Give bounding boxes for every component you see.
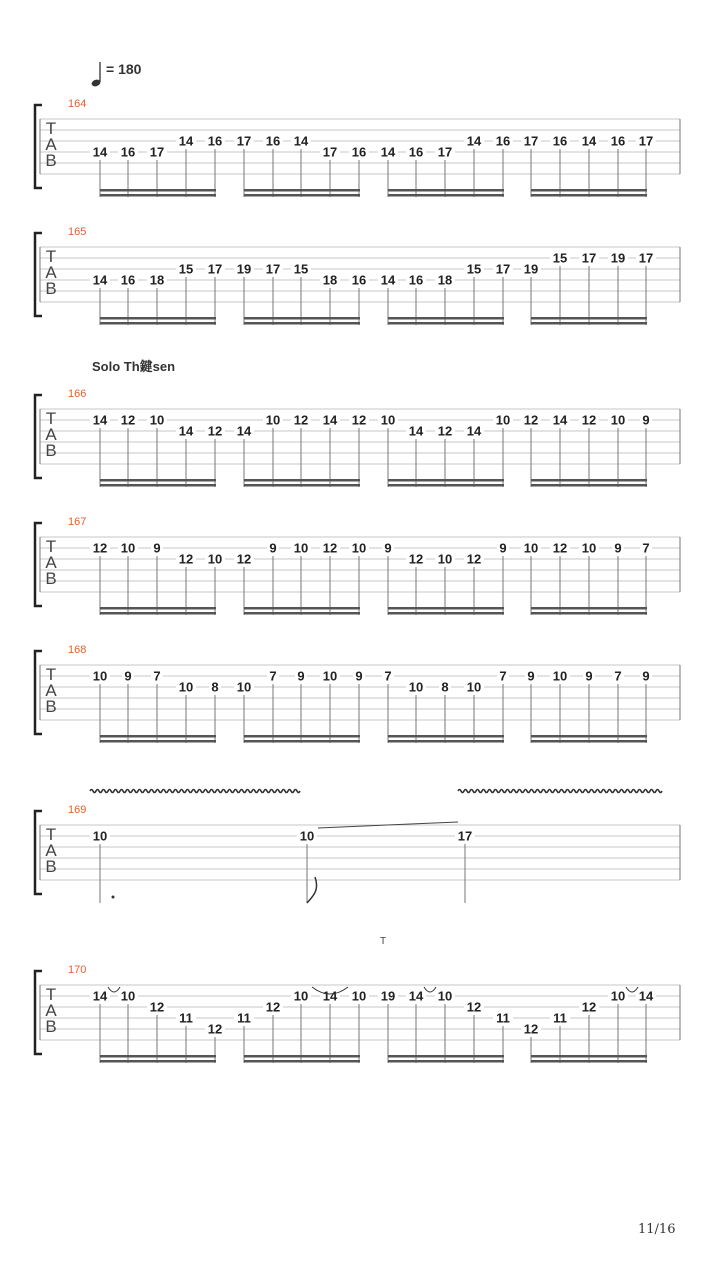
fret-number: 11 [496,1010,510,1026]
beam-primary [388,479,504,482]
fret-number: 8 [211,679,219,695]
fret-number: 7 [499,668,507,684]
beam-primary [244,479,360,482]
beam-secondary [100,484,216,487]
system-bracket [35,105,42,188]
tab-clef-letter: A [45,135,57,154]
tab-clef-letter: T [45,665,57,684]
beam-primary [100,317,216,320]
note-flag [307,877,317,903]
fret-number: 10 [610,412,626,428]
tab-clef-letter: B [45,569,57,588]
beam-primary [100,1055,216,1058]
beam-primary [244,1055,360,1058]
beam-primary [244,607,360,610]
fret-number: 10 [92,828,108,844]
fret-number: 14 [92,412,108,428]
fret-number: 14 [178,133,194,149]
fret-number: 18 [322,272,338,288]
fret-number: 17 [265,261,281,277]
fret-number: 8 [441,679,449,695]
tab-clef-letter: T [45,825,57,844]
fret-number: 10 [322,668,338,684]
fret-number: 14 [322,988,338,1004]
measure-number: 168 [68,644,87,656]
fret-number: 12 [92,540,108,556]
tab-system-165 [35,226,680,325]
fret-number: 10 [437,551,453,567]
fret-number: 14 [293,133,309,149]
vibrato-line [458,790,662,793]
fret-number: 14 [581,133,597,149]
fret-number: 9 [527,668,535,684]
fret-number: 15 [552,250,568,266]
system-bracket [35,233,42,316]
fret-number: 12 [120,412,136,428]
beam-secondary [388,1060,504,1063]
beam-primary [100,607,216,610]
fret-number: 14 [178,423,194,439]
fret-number: 12 [265,999,281,1015]
tap-marker: T [380,936,387,947]
measure-number: 169 [68,804,87,816]
fret-number: 12 [178,551,194,567]
fret-number: 14 [322,412,338,428]
beam-primary [531,189,647,192]
tab-clef-letter: A [45,425,57,444]
system-bracket [35,811,42,894]
fret-number: 12 [293,412,309,428]
fret-number: 11 [179,1010,193,1026]
fret-number: 9 [124,668,132,684]
fret-number: 12 [581,999,597,1015]
fret-number: 12 [523,1021,539,1037]
fret-number: 17 [495,261,511,277]
beam-primary [531,607,647,610]
tab-system-166 [35,388,680,487]
fret-number: 16 [610,133,626,149]
beam-secondary [531,484,647,487]
beam-primary [100,735,216,738]
fret-number: 14 [638,988,654,1004]
tab-clef-letter: B [45,279,57,298]
beam-primary [100,479,216,482]
vibrato-line [90,790,300,793]
fret-number: 12 [236,551,252,567]
beam-primary [388,607,504,610]
fret-number: 17 [638,133,654,149]
fret-number: 12 [149,999,165,1015]
fret-number: 14 [236,423,252,439]
tab-system-168 [35,644,680,743]
system-bracket [35,395,42,478]
beam-secondary [100,322,216,325]
beam-secondary [388,484,504,487]
beam-primary [244,189,360,192]
tab-system-169 [35,804,680,903]
tab-system-164 [35,98,680,197]
fret-number: 12 [552,540,568,556]
fret-number: 14 [408,988,424,1004]
tab-clef-letter: T [45,985,57,1004]
tempo-marking: = 180 [106,61,142,77]
fret-number: 17 [437,144,453,160]
fret-number: 10 [178,679,194,695]
measure-number: 166 [68,388,87,400]
tab-clef-letter: T [45,119,57,138]
fret-number: 9 [384,540,392,556]
fret-number: 17 [207,261,223,277]
fret-number: 14 [466,423,482,439]
beam-secondary [531,612,647,615]
dot-marker [112,896,115,899]
tab-clef-letter: B [45,151,57,170]
fret-number: 10 [236,679,252,695]
tab-clef-letter: A [45,1001,57,1020]
beam-primary [100,189,216,192]
fret-number: 14 [92,144,108,160]
beam-secondary [531,194,647,197]
tab-clef-letter: B [45,697,57,716]
fret-number: 12 [207,1021,223,1037]
fret-number: 16 [552,133,568,149]
fret-number: 9 [355,668,363,684]
fret-number: 12 [466,999,482,1015]
beam-secondary [388,194,504,197]
section-label: Solo Th鍵sen [92,359,176,374]
fret-number: 10 [120,540,136,556]
tab-clef-letter: B [45,441,57,460]
fret-number: 12 [322,540,338,556]
system-bracket [35,651,42,734]
fret-number: 17 [457,828,473,844]
fret-number: 10 [552,668,568,684]
system-bracket [35,523,42,606]
fret-number: 10 [351,540,367,556]
fret-number: 14 [552,412,568,428]
beam-secondary [100,194,216,197]
fret-number: 9 [153,540,161,556]
beam-primary [388,1055,504,1058]
fret-number: 15 [466,261,482,277]
fret-number: 12 [466,551,482,567]
fret-number: 14 [408,423,424,439]
fret-number: 7 [153,668,161,684]
fret-number: 9 [642,668,650,684]
fret-number: 16 [408,144,424,160]
fret-number: 14 [92,272,108,288]
beam-secondary [244,322,360,325]
beam-secondary [388,322,504,325]
page-number: 11/16 [638,1222,676,1237]
fret-number: 9 [614,540,622,556]
beam-secondary [531,740,647,743]
tab-clef-letter: A [45,553,57,572]
fret-number: 17 [236,133,252,149]
fret-number: 10 [299,828,315,844]
fret-number: 16 [351,272,367,288]
fret-number: 17 [581,250,597,266]
tab-clef-letter: T [45,537,57,556]
fret-number: 12 [437,423,453,439]
fret-number: 16 [120,144,136,160]
fret-number: 16 [265,133,281,149]
fret-number: 10 [380,412,396,428]
fret-number: 9 [585,668,593,684]
fret-number: 12 [351,412,367,428]
fret-number: 10 [523,540,539,556]
fret-number: 7 [614,668,622,684]
beam-primary [244,735,360,738]
fret-number: 9 [499,540,507,556]
beam-secondary [244,612,360,615]
beam-secondary [531,322,647,325]
fret-number: 15 [178,261,194,277]
fret-number: 16 [207,133,223,149]
beam-primary [531,317,647,320]
beam-primary [388,735,504,738]
fret-number: 16 [351,144,367,160]
fret-number: 14 [380,272,396,288]
fret-number: 14 [380,144,396,160]
fret-number: 10 [207,551,223,567]
beam-primary [531,735,647,738]
fret-number: 14 [92,988,108,1004]
tab-system-167 [35,516,680,615]
fret-number: 12 [523,412,539,428]
fret-number: 10 [351,988,367,1004]
fret-number: 12 [408,551,424,567]
tab-clef-letter: T [45,409,57,428]
fret-number: 14 [466,133,482,149]
fret-number: 9 [269,540,277,556]
tab-clef-letter: T [45,247,57,266]
fret-number: 18 [437,272,453,288]
measure-number: 167 [68,516,87,528]
fret-number: 16 [495,133,511,149]
fret-number: 10 [466,679,482,695]
fret-number: 10 [265,412,281,428]
fret-number: 12 [581,412,597,428]
system-bracket [35,971,42,1054]
beam-secondary [244,484,360,487]
beam-secondary [388,612,504,615]
fret-number: 9 [297,668,305,684]
fret-number: 10 [495,412,511,428]
beam-secondary [100,612,216,615]
fret-number: 17 [638,250,654,266]
beam-primary [244,317,360,320]
tab-clef-letter: B [45,1017,57,1036]
beam-primary [388,189,504,192]
fret-number: 15 [293,261,309,277]
measure-number: 164 [68,98,87,110]
tab-clef-letter: A [45,263,57,282]
fret-number: 19 [236,261,252,277]
beam-secondary [531,1060,647,1063]
fret-number: 17 [523,133,539,149]
fret-number: 10 [293,988,309,1004]
fret-number: 19 [610,250,626,266]
tab-clef-letter: A [45,681,57,700]
tab-clef-letter: B [45,857,57,876]
fret-number: 10 [120,988,136,1004]
fret-number: 19 [380,988,396,1004]
fret-number: 11 [237,1010,251,1026]
measure-number: 170 [68,964,87,976]
beam-secondary [388,740,504,743]
fret-number: 7 [384,668,392,684]
beam-primary [531,1055,647,1058]
fret-number: 10 [437,988,453,1004]
fret-number: 10 [149,412,165,428]
fret-number: 12 [207,423,223,439]
fret-number: 19 [523,261,539,277]
fret-number: 10 [610,988,626,1004]
fret-number: 17 [322,144,338,160]
beam-secondary [100,1060,216,1063]
fret-number: 18 [149,272,165,288]
fret-number: 7 [642,540,650,556]
fret-number: 17 [149,144,165,160]
tab-system-170 [35,964,680,1063]
fret-number: 10 [92,668,108,684]
measure-number: 165 [68,226,87,238]
fret-number: 16 [408,272,424,288]
beam-primary [531,479,647,482]
fret-number: 7 [269,668,277,684]
fret-number: 10 [581,540,597,556]
fret-number: 10 [408,679,424,695]
fret-number: 10 [293,540,309,556]
tab-clef-letter: A [45,841,57,860]
beam-secondary [244,194,360,197]
beam-primary [388,317,504,320]
beam-secondary [100,740,216,743]
fret-number: 16 [120,272,136,288]
fret-number: 9 [642,412,650,428]
fret-number: 11 [553,1010,567,1026]
beam-secondary [244,740,360,743]
beam-secondary [244,1060,360,1063]
